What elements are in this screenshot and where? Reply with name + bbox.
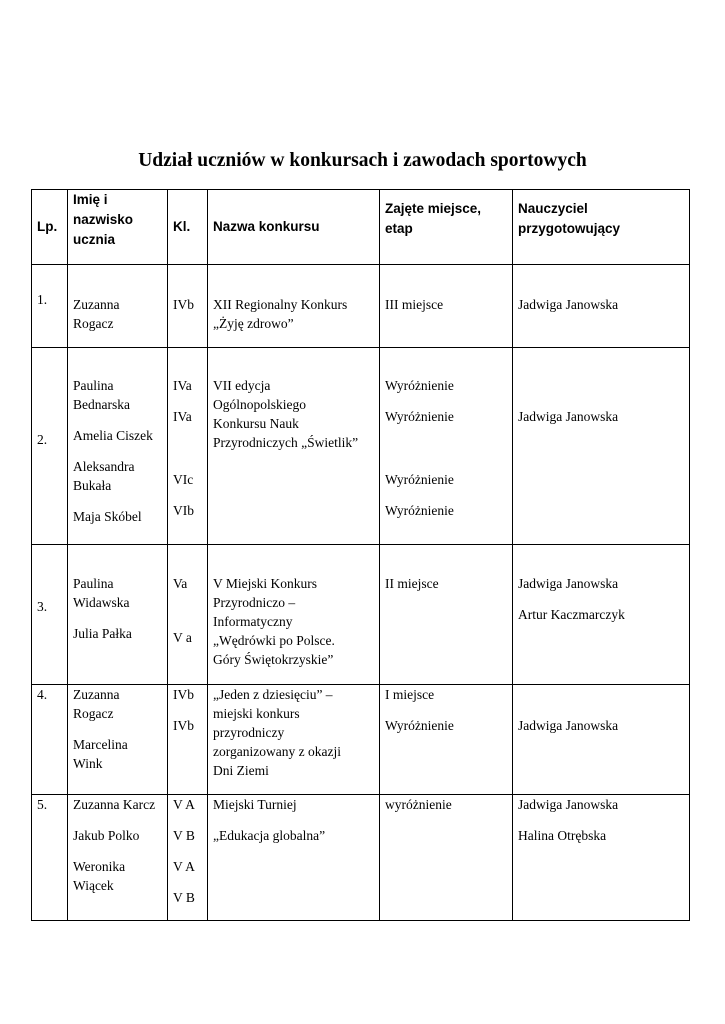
- header-row: [32, 190, 690, 265]
- table-row: [32, 795, 690, 921]
- cell-places: [380, 348, 513, 545]
- student-name: Wiącek: [73, 878, 114, 893]
- place-text: Wyróżnienie: [385, 378, 454, 393]
- teacher-name: Jadwiga Janowska: [518, 297, 619, 312]
- cell-contest: [208, 685, 380, 795]
- class-text: IVb: [173, 297, 194, 312]
- student-name: Julia Pałka: [73, 626, 132, 641]
- teacher-name: Artur Kaczmarczyk: [518, 607, 625, 622]
- page-title: Udział uczniów w konkursach i zawodach sportowych: [138, 150, 587, 171]
- header-place-line: Zajęte miejsce,: [385, 201, 482, 216]
- cell-contest: [208, 795, 380, 921]
- student-name: Widawska: [73, 595, 130, 610]
- class-text: IVb: [173, 687, 194, 702]
- contest-line: Przyrodniczo –: [213, 595, 296, 610]
- place-text: II miejsce: [385, 576, 439, 591]
- contest-table: [31, 189, 690, 921]
- header-place: [380, 190, 513, 265]
- student-name: Wink: [73, 756, 103, 771]
- student-name: Weronika: [73, 859, 126, 874]
- lp-text: 5.: [37, 797, 48, 812]
- cell-teachers: [513, 545, 690, 685]
- teacher-name: Jadwiga Janowska: [518, 409, 619, 424]
- cell-students: [68, 795, 168, 921]
- class-text: Va: [173, 576, 188, 591]
- cell-places: [380, 795, 513, 921]
- header-class: Kl.: [168, 190, 208, 265]
- cell-contest: [208, 265, 380, 348]
- contest-line: Dni Ziemi: [213, 763, 269, 778]
- cell-classes: [168, 795, 208, 921]
- student-name: Zuzanna Karcz: [73, 797, 156, 812]
- cell-students: [68, 685, 168, 795]
- header-teacher-line: Nauczyciel: [518, 201, 588, 216]
- student-name: Marcelina: [73, 737, 128, 752]
- cell-teachers: [513, 685, 690, 795]
- student-name: Bukała: [73, 478, 112, 493]
- class-text: V B: [173, 828, 195, 843]
- lp-text: 1.: [37, 292, 48, 307]
- class-text: IVa: [173, 378, 192, 393]
- contest-line: XII Regionalny Konkurs: [213, 297, 348, 312]
- place-text: Wyróżnienie: [385, 409, 454, 424]
- contest-line: VII edycja: [213, 378, 271, 393]
- header-contest: Nazwa konkursu: [208, 190, 380, 265]
- cell-students: [68, 545, 168, 685]
- teacher-name: Jadwiga Janowska: [518, 797, 619, 812]
- header-name-line: ucznia: [73, 232, 116, 247]
- cell-teachers: [513, 348, 690, 545]
- contest-line: Przyrodniczych „Świetlik”: [213, 435, 359, 450]
- lp-text: 2.: [37, 432, 48, 447]
- class-text: V A: [173, 859, 195, 874]
- cell-lp: [32, 685, 68, 795]
- lp-text: 3.: [37, 599, 48, 614]
- teacher-name: Halina Otrębska: [518, 828, 607, 843]
- student-name: Amelia Ciszek: [73, 428, 153, 443]
- cell-lp: [32, 545, 68, 685]
- class-text: IVa: [173, 409, 192, 424]
- header-name: [68, 190, 168, 265]
- contest-line: miejski konkurs: [213, 706, 300, 721]
- header-teacher-line: przygotowujący: [518, 221, 621, 236]
- contest-line: V Miejski Konkurs: [213, 576, 318, 591]
- student-name: Jakub Polko: [73, 828, 140, 843]
- contest-line: Góry Świętokrzyskie”: [213, 652, 334, 667]
- student-name: Paulina: [73, 576, 114, 591]
- cell-classes: [168, 348, 208, 545]
- contest-line: Konkursu Nauk: [213, 416, 299, 431]
- cell-contest: [208, 545, 380, 685]
- contest-line: „Wędrówki po Polsce.: [213, 633, 335, 648]
- cell-classes: [168, 545, 208, 685]
- contest-line: Ogólnopolskiego: [213, 397, 306, 412]
- place-text: III miejsce: [385, 297, 444, 312]
- teacher-name: Jadwiga Janowska: [518, 718, 619, 733]
- cell-teachers: [513, 265, 690, 348]
- class-text: IVb: [173, 718, 194, 733]
- header-teacher: [513, 190, 690, 265]
- header-place-line: etap: [385, 221, 413, 236]
- cell-places: [380, 545, 513, 685]
- contest-line: zorganizowany z okazji: [213, 744, 341, 759]
- student-name: Bednarska: [73, 397, 130, 412]
- class-text: V B: [173, 890, 195, 905]
- cell-contest: [208, 348, 380, 545]
- cell-lp: [32, 265, 68, 348]
- cell-teachers: [513, 795, 690, 921]
- student-name: Zuzanna: [73, 297, 120, 312]
- cell-students: [68, 265, 168, 348]
- lp-text: 4.: [37, 687, 48, 702]
- class-text: V A: [173, 797, 195, 812]
- contest-line: przyrodniczy: [213, 725, 285, 740]
- place-text: wyróżnienie: [385, 797, 452, 812]
- class-text: V a: [173, 630, 192, 645]
- header-lp: Lp.: [32, 190, 68, 265]
- contest-line: „Edukacja globalna”: [213, 828, 326, 843]
- cell-classes: [168, 685, 208, 795]
- student-name: Zuzanna: [73, 687, 120, 702]
- place-text: Wyróżnienie: [385, 503, 454, 518]
- student-name: Aleksandra: [73, 459, 135, 474]
- student-name: Paulina: [73, 378, 114, 393]
- student-name: Rogacz: [73, 316, 114, 331]
- table-row: [32, 265, 690, 348]
- place-text: Wyróżnienie: [385, 472, 454, 487]
- header-name-line: Imię i: [73, 192, 108, 207]
- cell-lp: [32, 348, 68, 545]
- cell-lp: [32, 795, 68, 921]
- contest-line: Miejski Turniej: [213, 797, 297, 812]
- class-text: VIb: [173, 503, 194, 518]
- contest-line: Informatyczny: [213, 614, 293, 629]
- teacher-name: Jadwiga Janowska: [518, 576, 619, 591]
- student-name: Maja Skóbel: [73, 509, 142, 524]
- place-text: I miejsce: [385, 687, 435, 702]
- cell-places: [380, 685, 513, 795]
- contest-line: „Jeden z dziesięciu” –: [213, 687, 333, 702]
- cell-places: [380, 265, 513, 348]
- contest-line: „Żyję zdrowo”: [213, 316, 294, 331]
- table-row: [32, 685, 690, 795]
- table-row: [32, 545, 690, 685]
- header-name-line: nazwisko: [73, 212, 134, 227]
- cell-students: [68, 348, 168, 545]
- student-name: Rogacz: [73, 706, 114, 721]
- cell-classes: [168, 265, 208, 348]
- place-text: Wyróżnienie: [385, 718, 454, 733]
- table-row: [32, 348, 690, 545]
- class-text: VIc: [173, 472, 194, 487]
